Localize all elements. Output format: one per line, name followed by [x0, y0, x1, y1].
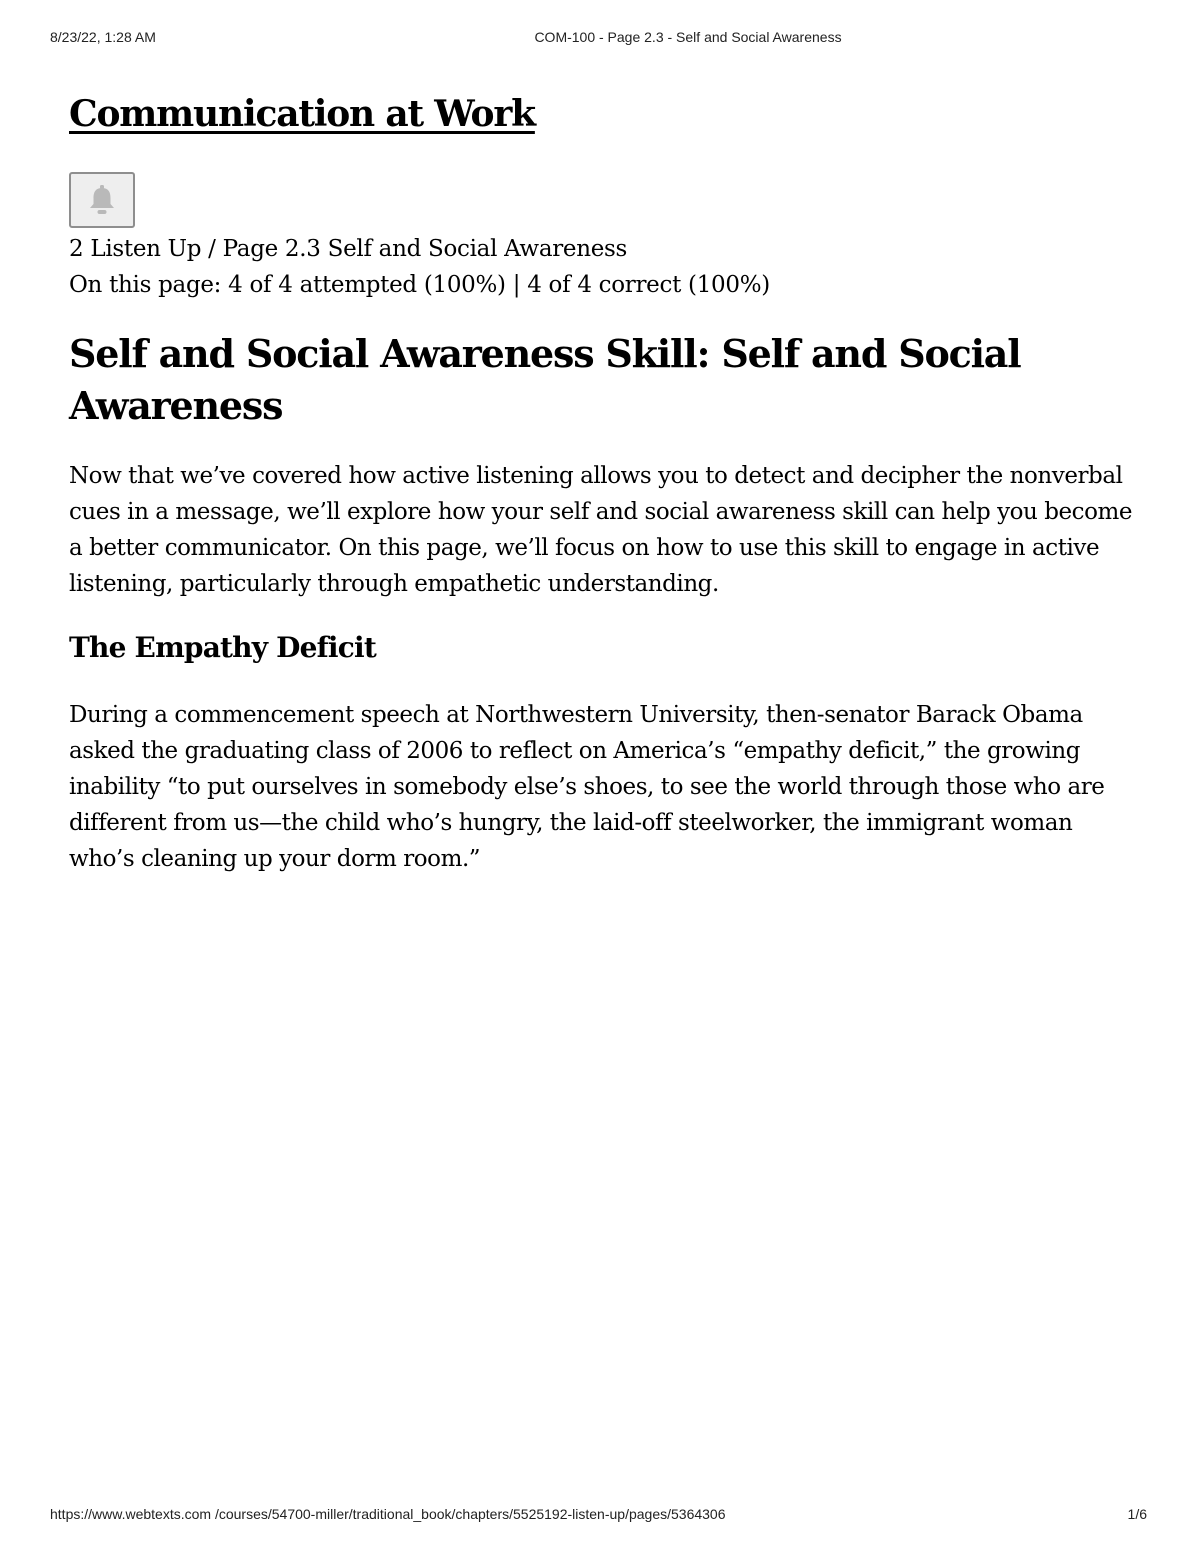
print-page-title: COM-100 - Page 2.3 - Self and Social Awareness [534, 29, 842, 45]
section-paragraph: During a commencement speech at Northwestern University, then-senator Barack Obama asked the graduating class of 2006 to reflect on America’s “empathy deficit,” the growing inability “to put ourselves in somebody else’s shoes, to see the world through those who are different from us—the child who’s hungry, the laid-off steelworker, the immigrant woman who’s cleaning up your dorm room.” [69, 702, 1105, 872]
breadcrumb: 2 Listen Up / Page 2.3 Self and Social Awareness [69, 236, 628, 262]
print-header [0, 29, 1200, 49]
book-title-link[interactable]: Communication at Work [69, 93, 535, 135]
bell-icon [87, 184, 117, 216]
print-date: 8/23/22, 1:28 AM [50, 29, 156, 45]
page-progress-status: On this page: 4 of 4 attempted (100%) | 4 of 4 correct (100%) [69, 272, 770, 298]
intro-paragraph: Now that we’ve covered how active listening allows you to detect and decipher the nonverbal cues in a message, we’ll explore how your self and social awareness skill can help you become a better communicator. On this page, we’ll focus on how to use this skill to engage in active listening, particularly through empathetic understanding. [69, 463, 1133, 597]
section-heading: The Empathy Deficit [69, 631, 376, 664]
print-page-number: 1/6 [1127, 1506, 1147, 1522]
print-footer [0, 1506, 1200, 1526]
notification-button[interactable] [69, 172, 135, 228]
page-content [69, 88, 1149, 872]
print-url: https://www.webtexts.com /courses/54700-miller/traditional_book/chapters/5525192-listen-up/pages/5364306 [50, 1506, 726, 1522]
page-title: Self and Social Awareness Skill: Self and Social Awareness [69, 331, 1021, 428]
